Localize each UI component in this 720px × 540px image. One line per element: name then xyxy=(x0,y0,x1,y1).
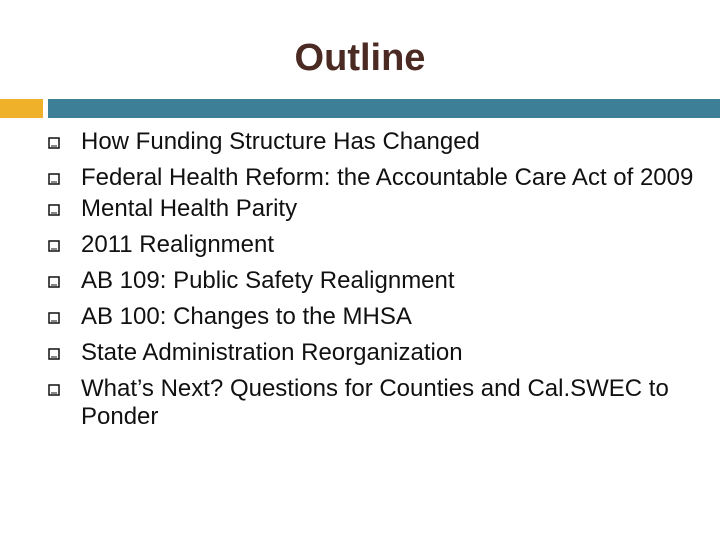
hollow-square-bullet-icon xyxy=(48,312,60,324)
hollow-square-bullet-icon xyxy=(48,384,60,396)
accent-bar-orange xyxy=(0,99,43,118)
outline-item xyxy=(48,231,708,259)
slide-title: Outline xyxy=(294,37,426,79)
outline-item-text: Mental Health Parity xyxy=(81,195,298,222)
outline-item-text: AB 100: Changes to the MHSA xyxy=(81,303,412,330)
hollow-square-bullet-icon xyxy=(48,276,60,288)
hollow-square-bullet-icon xyxy=(48,173,60,185)
hollow-square-bullet-icon xyxy=(48,348,60,360)
outline-item xyxy=(48,164,708,192)
outline-item-text: What’s Next? Questions for Counties and Cal.SWEC to Ponder xyxy=(81,375,669,430)
outline-item xyxy=(48,375,708,431)
outline-item-text: 2011 Realignment xyxy=(81,231,275,258)
outline-item xyxy=(48,303,708,331)
outline-item-text: AB 109: Public Safety Realignment xyxy=(81,267,455,294)
outline-item xyxy=(48,195,708,223)
hollow-square-bullet-icon xyxy=(48,137,60,149)
outline-list xyxy=(48,128,708,434)
outline-item-text: State Administration Reorganization xyxy=(81,339,463,366)
outline-item xyxy=(48,128,708,156)
hollow-square-bullet-icon xyxy=(48,204,60,216)
outline-item xyxy=(48,339,708,367)
outline-item-text: How Funding Structure Has Changed xyxy=(81,128,480,155)
outline-item xyxy=(48,267,708,295)
hollow-square-bullet-icon xyxy=(48,240,60,252)
outline-item-text: Federal Health Reform: the Accountable Care Act of 2009 xyxy=(81,164,694,191)
accent-bar-teal xyxy=(48,99,720,118)
